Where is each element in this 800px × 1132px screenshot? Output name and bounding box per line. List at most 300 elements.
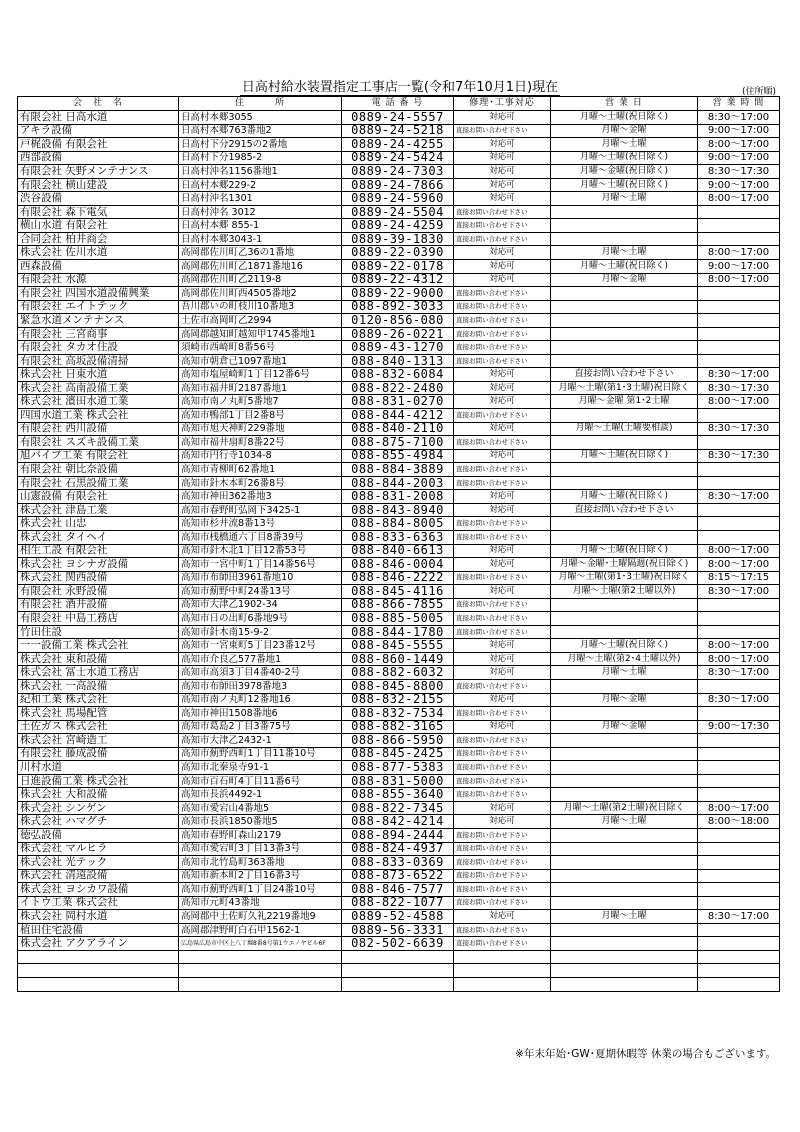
table-row	[18, 327, 780, 341]
hours-cell	[698, 354, 780, 368]
empty-cell	[18, 978, 179, 992]
days-cell: 月曜～土曜	[551, 910, 698, 924]
table-row	[18, 246, 780, 260]
table-row	[18, 436, 780, 450]
days-cell	[551, 761, 698, 775]
days-cell: 月曜～金曜	[551, 273, 698, 287]
company-cell: 有限会社 矢野メンテナンス	[18, 165, 179, 179]
days-cell: 月曜～土曜(祝日除く)	[551, 490, 698, 504]
days-cell: 月曜～金曜	[551, 720, 698, 734]
company-cell: アキラ設備	[18, 124, 179, 138]
days-cell	[551, 747, 698, 761]
phone-cell: 088-842-4214	[342, 815, 454, 829]
phone-cell: 088-831-0270	[342, 395, 454, 409]
table-row	[18, 192, 780, 206]
table-row	[18, 503, 780, 517]
address-cell: 高知市長浜1850番地5	[179, 815, 342, 829]
sort-order-note: (住所順)	[741, 87, 776, 97]
phone-cell: 088-882-3165	[342, 720, 454, 734]
hours-cell	[698, 788, 780, 802]
days-cell: 月曜～土曜(第1･3土曜)祝日除く	[551, 571, 698, 585]
company-cell: 有限会社 酒井設備	[18, 598, 179, 612]
hours-cell: 8:30～17:00	[698, 368, 780, 382]
address-cell: 高知市北竹島町363番地	[179, 856, 342, 870]
days-cell	[551, 354, 698, 368]
empty-cell	[342, 950, 454, 964]
hours-cell	[698, 937, 780, 951]
repair-cell: 対応可	[454, 368, 551, 382]
address-cell: 高岡郡中土佐町久礼2219番地9	[179, 910, 342, 924]
table-row	[18, 381, 780, 395]
company-cell: 紀和工業 株式会社	[18, 693, 179, 707]
repair-cell: 対応可	[454, 639, 551, 653]
table-row	[18, 530, 780, 544]
hours-cell	[698, 842, 780, 856]
hours-cell	[698, 679, 780, 693]
repair-cell: 直接お問い合わせ下さい	[454, 463, 551, 477]
days-cell	[551, 341, 698, 355]
days-cell	[551, 612, 698, 626]
empty-cell	[179, 964, 342, 978]
days-cell: 月曜～金曜	[551, 693, 698, 707]
repair-cell: 直接お問い合わせ下さい	[454, 232, 551, 246]
address-cell: 高知市南ノ丸町12番地16	[179, 693, 342, 707]
table-row	[18, 815, 780, 829]
address-cell: 高岡郡佐川町乙1871番地16	[179, 260, 342, 274]
days-cell: 月曜～土曜	[551, 138, 698, 152]
company-cell: 旭パイプ工業 有限会社	[18, 449, 179, 463]
company-cell: 株式会社 宮崎造工	[18, 734, 179, 748]
phone-cell: 0889-24-5504	[342, 205, 454, 219]
repair-cell: 直接お問い合わせ下さい	[454, 788, 551, 802]
phone-cell: 0120-856-080	[342, 314, 454, 328]
repair-cell: 対応可	[454, 449, 551, 463]
days-cell	[551, 287, 698, 301]
address-cell: 日高村本郷3043-1	[179, 232, 342, 246]
repair-cell: 直接お問い合わせ下さい	[454, 679, 551, 693]
hours-cell: 8:30～17:00	[698, 666, 780, 680]
table-row	[18, 937, 780, 951]
repair-cell: 直接お問い合わせ下さい	[454, 734, 551, 748]
phone-cell: 088-831-2008	[342, 490, 454, 504]
hours-cell: 9:00～17:00	[698, 178, 780, 192]
repair-cell: 直接お問い合わせ下さい	[454, 842, 551, 856]
phone-cell: 0889-52-4588	[342, 910, 454, 924]
address-cell: 高知市元町43番地	[179, 896, 342, 910]
company-cell: 有限会社 横山建設	[18, 178, 179, 192]
repair-cell: 直接お問い合わせ下さい	[454, 896, 551, 910]
hours-cell: 8:30～17:00	[698, 490, 780, 504]
repair-cell: 直接お問い合わせ下さい	[454, 774, 551, 788]
hours-cell	[698, 598, 780, 612]
company-cell: 株式会社 タイヘイ	[18, 530, 179, 544]
hours-cell	[698, 869, 780, 883]
header-repair: 修理･工事対応	[454, 97, 551, 111]
company-cell: 株式会社 冨士水道工務店	[18, 666, 179, 680]
company-cell: 有限会社 朝比奈設備	[18, 463, 179, 477]
phone-cell: 0889-24-5218	[342, 124, 454, 138]
days-cell	[551, 598, 698, 612]
repair-cell: 直接お問い合わせ下さい	[454, 327, 551, 341]
table-row	[18, 151, 780, 165]
company-cell: 株式会社 佐川水道	[18, 246, 179, 260]
repair-cell: 対応可	[454, 273, 551, 287]
days-cell: 月曜～土曜	[551, 192, 698, 206]
company-cell: 株式会社 濱田水道工業	[18, 395, 179, 409]
repair-cell: 直接お問い合わせ下さい	[454, 747, 551, 761]
hours-cell	[698, 463, 780, 477]
days-cell	[551, 734, 698, 748]
days-cell: 月曜～土曜	[551, 666, 698, 680]
phone-cell: 088-845-4116	[342, 585, 454, 599]
address-cell: 吾川郡いの町枝川10番地3	[179, 300, 342, 314]
empty-table-row	[18, 978, 780, 992]
repair-cell: 対応可	[454, 503, 551, 517]
repair-cell: 対応可	[454, 544, 551, 558]
days-cell: 月曜～土曜(祝日除く)	[551, 639, 698, 653]
phone-cell: 088-845-5555	[342, 639, 454, 653]
empty-table-row	[18, 964, 780, 978]
address-cell: 高知市旭天神町229番地	[179, 422, 342, 436]
hours-cell: 8:30～17:30	[698, 165, 780, 179]
company-cell: イトウ工業 株式会社	[18, 896, 179, 910]
empty-cell	[342, 978, 454, 992]
table-row	[18, 476, 780, 490]
days-cell: 月曜～金曜(祝日除く)	[551, 165, 698, 179]
phone-cell: 088-840-2110	[342, 422, 454, 436]
hours-cell	[698, 761, 780, 775]
repair-cell: 対応可	[454, 422, 551, 436]
hours-cell	[698, 503, 780, 517]
address-cell: 高岡郡佐川町乙36の1番地	[179, 246, 342, 260]
hours-cell	[698, 707, 780, 721]
address-cell: 高知市薊野西町1丁目11番10号	[179, 747, 342, 761]
days-cell: 月曜～土曜	[551, 815, 698, 829]
hours-cell	[698, 612, 780, 626]
table-row	[18, 679, 780, 693]
company-cell: 株式会社 高南設備工業	[18, 381, 179, 395]
address-cell: 高知市百石町4丁目11番6号	[179, 774, 342, 788]
days-cell	[551, 679, 698, 693]
header-business-hours: 営 業 時 間	[698, 97, 780, 111]
table-row	[18, 856, 780, 870]
days-cell	[551, 896, 698, 910]
phone-cell: 088-833-6363	[342, 530, 454, 544]
table-row	[18, 720, 780, 734]
table-row	[18, 896, 780, 910]
phone-cell: 0889-43-1270	[342, 341, 454, 355]
table-row	[18, 923, 780, 937]
table-row	[18, 842, 780, 856]
company-cell: 有限会社 高坂設備清掃	[18, 354, 179, 368]
table-row	[18, 260, 780, 274]
repair-cell: 直接お問い合わせ下さい	[454, 436, 551, 450]
address-cell: 高知市桟橋通六丁目8番39号	[179, 530, 342, 544]
hours-cell: 8:00～17:00	[698, 544, 780, 558]
address-cell: 高知市神田362番地3	[179, 490, 342, 504]
repair-cell: 直接お問い合わせ下さい	[454, 517, 551, 531]
repair-cell: 対応可	[454, 138, 551, 152]
repair-cell: 直接お問い合わせ下さい	[454, 571, 551, 585]
days-cell: 月曜～土曜(祝日除く)	[551, 151, 698, 165]
hours-cell	[698, 341, 780, 355]
hours-cell	[698, 327, 780, 341]
phone-cell: 088-822-2480	[342, 381, 454, 395]
days-cell: 直接お問い合わせ下さい	[551, 503, 698, 517]
hours-cell: 8:30～17:30	[698, 381, 780, 395]
address-cell: 高知市北秦泉寺91-1	[179, 761, 342, 775]
empty-cell	[454, 950, 551, 964]
address-cell: 高知市杉井流8番13号	[179, 517, 342, 531]
hours-cell	[698, 625, 780, 639]
empty-cell	[454, 964, 551, 978]
company-cell: 徳弘設備	[18, 828, 179, 842]
hours-cell: 8:30～17:00	[698, 693, 780, 707]
hours-cell	[698, 409, 780, 423]
company-cell: 有限会社 日高水道	[18, 111, 179, 125]
empty-cell	[18, 964, 179, 978]
phone-cell: 0889-22-0390	[342, 246, 454, 260]
days-cell	[551, 774, 698, 788]
repair-cell: 直接お問い合わせ下さい	[454, 598, 551, 612]
days-cell	[551, 625, 698, 639]
table-row	[18, 395, 780, 409]
address-cell: 日高村沖名1301	[179, 192, 342, 206]
table-row	[18, 517, 780, 531]
days-cell	[551, 300, 698, 314]
phone-cell: 088-824-4937	[342, 842, 454, 856]
address-cell: 高知市春野町弘岡下3425-1	[179, 503, 342, 517]
address-cell: 日高村下分1985-2	[179, 151, 342, 165]
contractor-table	[17, 96, 780, 992]
hours-cell	[698, 476, 780, 490]
company-cell: 川村水道	[18, 761, 179, 775]
table-row	[18, 612, 780, 626]
company-cell: 株式会社 山忠	[18, 517, 179, 531]
days-cell: 月曜～土曜(第2土曜以外)	[551, 585, 698, 599]
address-cell: 高知市布師田3961番地10	[179, 571, 342, 585]
address-cell: 高岡郡津野町白石甲1562-1	[179, 923, 342, 937]
days-cell	[551, 436, 698, 450]
days-cell: 月曜～金曜	[551, 124, 698, 138]
repair-cell: 直接お問い合わせ下さい	[454, 883, 551, 897]
table-row	[18, 124, 780, 138]
address-cell: 日高村下分2915の2番地	[179, 138, 342, 152]
phone-cell: 088-846-2222	[342, 571, 454, 585]
table-row	[18, 910, 780, 924]
company-cell: 株式会社 大和設備	[18, 788, 179, 802]
table-row	[18, 354, 780, 368]
table-row	[18, 639, 780, 653]
hours-cell	[698, 232, 780, 246]
days-cell	[551, 409, 698, 423]
company-cell: 株式会社 関西設備	[18, 571, 179, 585]
phone-cell: 088-877-5383	[342, 761, 454, 775]
address-cell: 日高村本郷 855-1	[179, 219, 342, 233]
repair-cell: 対応可	[454, 178, 551, 192]
phone-cell: 088-846-7577	[342, 883, 454, 897]
address-cell: 高知市愛宕町3丁目13番3号	[179, 842, 342, 856]
company-cell: 戸梶設備 有限会社	[18, 138, 179, 152]
repair-cell: 対応可	[454, 151, 551, 165]
days-cell: 月曜～土曜(第1･3土曜)祝日除く	[551, 381, 698, 395]
hours-cell: 8:00～17:00	[698, 558, 780, 572]
repair-cell: 対応可	[454, 558, 551, 572]
hours-cell: 8:30～17:30	[698, 449, 780, 463]
table-row	[18, 300, 780, 314]
company-cell: 合同会社 柏井商会	[18, 232, 179, 246]
address-cell: 高知市一宮東町5丁目23番12号	[179, 639, 342, 653]
repair-cell: 対応可	[454, 693, 551, 707]
company-cell: 一一設備工業 株式会社	[18, 639, 179, 653]
table-row	[18, 111, 780, 125]
company-cell: 株式会社 清遠設備	[18, 869, 179, 883]
company-cell: 有限会社 エイトテック	[18, 300, 179, 314]
days-cell: 月曜～土曜(土曜要相談)	[551, 422, 698, 436]
address-cell: 高知市布師田3978番地3	[179, 679, 342, 693]
repair-cell: 対応可	[454, 720, 551, 734]
company-cell: 株式会社 東和設備	[18, 652, 179, 666]
hours-cell: 9:00～17:00	[698, 151, 780, 165]
table-row	[18, 747, 780, 761]
company-cell: 横山水道 有限会社	[18, 219, 179, 233]
table-row	[18, 341, 780, 355]
hours-cell	[698, 747, 780, 761]
hours-cell	[698, 314, 780, 328]
hours-cell: 8:15～17:15	[698, 571, 780, 585]
repair-cell: 直接お問い合わせ下さい	[454, 341, 551, 355]
address-cell: 高知市長浜4492-1	[179, 788, 342, 802]
hours-cell	[698, 923, 780, 937]
phone-cell: 088-832-6084	[342, 368, 454, 382]
days-cell	[551, 327, 698, 341]
empty-cell	[342, 964, 454, 978]
address-cell: 日高村本郷763番地2	[179, 124, 342, 138]
phone-cell: 0889-24-5557	[342, 111, 454, 125]
hours-cell	[698, 436, 780, 450]
address-cell: 日高村沖名1156番地1	[179, 165, 342, 179]
phone-cell: 0889-26-0221	[342, 327, 454, 341]
table-row	[18, 165, 780, 179]
empty-cell	[698, 978, 780, 992]
phone-cell: 0889-22-0178	[342, 260, 454, 274]
phone-cell: 088-843-8940	[342, 503, 454, 517]
table-row	[18, 219, 780, 233]
hours-cell	[698, 774, 780, 788]
repair-cell: 直接お問い合わせ下さい	[454, 409, 551, 423]
address-cell: 高知市南ノ丸町5番地7	[179, 395, 342, 409]
phone-cell: 088-844-2003	[342, 476, 454, 490]
address-cell: 高岡郡佐川町西4505番地2	[179, 287, 342, 301]
phone-cell: 088-844-4212	[342, 409, 454, 423]
address-cell: 高知市春野町森山2179	[179, 828, 342, 842]
repair-cell: 対応可	[454, 111, 551, 125]
repair-cell: 対応可	[454, 652, 551, 666]
hours-cell: 8:30～17:00	[698, 111, 780, 125]
company-cell: 株式会社 ハマグチ	[18, 815, 179, 829]
table-row	[18, 178, 780, 192]
company-cell: 有限会社 森下電気	[18, 205, 179, 219]
days-cell: 月曜～土曜(祝日除く)	[551, 544, 698, 558]
phone-cell: 0889-22-4312	[342, 273, 454, 287]
phone-cell: 0889-56-3331	[342, 923, 454, 937]
address-cell: 高知市福井扇町8番22号	[179, 436, 342, 450]
phone-cell: 0889-24-5424	[342, 151, 454, 165]
hours-cell: 8:00～17:00	[698, 192, 780, 206]
phone-cell: 0889-24-7303	[342, 165, 454, 179]
repair-cell: 対応可	[454, 260, 551, 274]
repair-cell: 対応可	[454, 165, 551, 179]
company-cell: 西部設備	[18, 151, 179, 165]
table-row	[18, 652, 780, 666]
hours-cell	[698, 287, 780, 301]
company-cell: 相生工設 有限会社	[18, 544, 179, 558]
address-cell: 日高村本郷3055	[179, 111, 342, 125]
address-cell: 高知市一宮中町1丁目14番56号	[179, 558, 342, 572]
hours-cell	[698, 300, 780, 314]
company-cell: 四国水道工業 株式会社	[18, 409, 179, 423]
table-row	[18, 449, 780, 463]
repair-cell: 直接お問い合わせ下さい	[454, 300, 551, 314]
days-cell	[551, 788, 698, 802]
address-cell: 高知市介良乙577番地1	[179, 652, 342, 666]
company-cell: 株式会社 津島工業	[18, 503, 179, 517]
table-row	[18, 585, 780, 599]
hours-cell: 8:30～17:00	[698, 585, 780, 599]
hours-cell: 9:00～17:00	[698, 124, 780, 138]
hours-cell	[698, 896, 780, 910]
table-row	[18, 544, 780, 558]
days-cell: 月曜～土曜(第2土曜)祝日除く	[551, 801, 698, 815]
days-cell	[551, 828, 698, 842]
repair-cell: 対応可	[454, 192, 551, 206]
header-business-days: 営 業 日	[551, 97, 698, 111]
phone-cell: 0889-24-4255	[342, 138, 454, 152]
repair-cell: 直接お問い合わせ下さい	[454, 923, 551, 937]
repair-cell: 直接お問い合わせ下さい	[454, 869, 551, 883]
table-row	[18, 666, 780, 680]
repair-cell: 対応可	[454, 490, 551, 504]
repair-cell: 対応可	[454, 910, 551, 924]
company-cell: 有限会社 藤成設備	[18, 747, 179, 761]
table-row	[18, 707, 780, 721]
hours-cell: 8:00～17:00	[698, 246, 780, 260]
empty-cell	[698, 964, 780, 978]
address-cell: 高知市薊野西町1丁目24番10号	[179, 883, 342, 897]
repair-cell: 対応可	[454, 666, 551, 680]
days-cell	[551, 219, 698, 233]
phone-cell: 0889-22-9000	[342, 287, 454, 301]
company-cell: 株式会社 マルヒラ	[18, 842, 179, 856]
days-cell: 月曜～土曜(第2･4土曜以外)	[551, 652, 698, 666]
empty-cell	[551, 978, 698, 992]
phone-cell: 088-882-6032	[342, 666, 454, 680]
empty-cell	[179, 950, 342, 964]
company-cell: 有限会社 水源	[18, 273, 179, 287]
address-cell: 高知市高須3丁目4番40-2号	[179, 666, 342, 680]
table-row	[18, 598, 780, 612]
repair-cell: 直接お問い合わせ下さい	[454, 707, 551, 721]
empty-cell	[698, 950, 780, 964]
days-cell: 月曜～土曜(祝日除く)	[551, 260, 698, 274]
days-cell	[551, 232, 698, 246]
table-row	[18, 490, 780, 504]
address-cell: 高岡郡越知町越知甲1745番地1	[179, 327, 342, 341]
address-cell: 高知市青柳町62番地1	[179, 463, 342, 477]
days-cell	[551, 205, 698, 219]
table-row	[18, 368, 780, 382]
address-cell: 高知市愛宕山4番地5	[179, 801, 342, 815]
